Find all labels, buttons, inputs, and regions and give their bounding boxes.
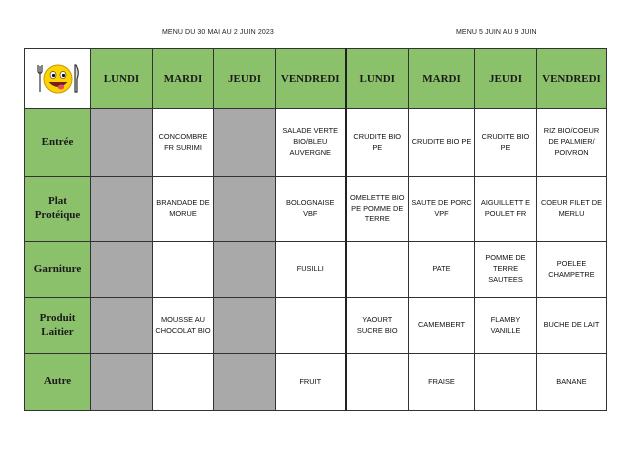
menu-row-entree bbox=[25, 109, 607, 177]
smiley-fork-knife-icon bbox=[31, 60, 85, 98]
menu-cell: CRUDITE BIO PE bbox=[346, 109, 409, 177]
menu-cell: CAMEMBERT bbox=[409, 298, 475, 354]
row-label-autre: Autre bbox=[25, 354, 91, 411]
logo-cell bbox=[25, 49, 91, 109]
menu-cell: YAOURT SUCRE BIO bbox=[346, 298, 409, 354]
menu-cell bbox=[276, 298, 346, 354]
closed-cell bbox=[91, 298, 153, 354]
closed-cell bbox=[214, 354, 276, 411]
row-label-garniture: Garniture bbox=[25, 242, 91, 298]
day-header-w2-vendredi: VENDREDI bbox=[537, 49, 607, 109]
menu-cell bbox=[346, 242, 409, 298]
menu-cell: RIZ BIO/COEUR DE PALMIER/ POIVRON bbox=[537, 109, 607, 177]
day-header-w2-mardi: MARDI bbox=[409, 49, 475, 109]
menu-table bbox=[24, 48, 607, 411]
row-label-entree: Entrée bbox=[25, 109, 91, 177]
menu-cell: SALADE VERTE BIO/BLEU AUVERGNE bbox=[276, 109, 346, 177]
menu-row-plat bbox=[25, 177, 607, 242]
menu-cell bbox=[475, 354, 537, 411]
menu-cell: CRUDITE BIO PE bbox=[409, 109, 475, 177]
menu-cell: BOLOGNAISE VBF bbox=[276, 177, 346, 242]
closed-cell bbox=[91, 354, 153, 411]
day-header-w1-lundi: LUNDI bbox=[91, 49, 153, 109]
week1-title: MENU DU 30 MAI AU 2 JUIN 2023 bbox=[162, 29, 274, 36]
menu-cell: CONCOMBRE FR SURIMI bbox=[153, 109, 214, 177]
menu-cell: BUCHE DE LAIT bbox=[537, 298, 607, 354]
menu-row-produit-laitier bbox=[25, 298, 607, 354]
day-header-w1-vendredi: VENDREDI bbox=[276, 49, 346, 109]
menu-cell: CRUDITE BIO PE bbox=[475, 109, 537, 177]
day-header-w2-jeudi: JEUDI bbox=[475, 49, 537, 109]
closed-cell bbox=[214, 109, 276, 177]
row-label-plat-proteique: Plat Protéique bbox=[25, 177, 91, 242]
closed-cell bbox=[91, 242, 153, 298]
menu-row-autre bbox=[25, 354, 607, 411]
week2-title: MENU 5 JUIN AU 9 JUIN bbox=[456, 29, 537, 36]
menu-cell: POMME DE TERRE SAUTEES bbox=[475, 242, 537, 298]
menu-cell: SAUTE DE PORC VPF bbox=[409, 177, 475, 242]
menu-row-garniture bbox=[25, 242, 607, 298]
row-label-produit-laitier: Produit Laitier bbox=[25, 298, 91, 354]
menu-cell: AIGUILLETT E POULET FR bbox=[475, 177, 537, 242]
day-header-w1-mardi: MARDI bbox=[153, 49, 214, 109]
menu-cell: COEUR FILET DE MERLU bbox=[537, 177, 607, 242]
closed-cell bbox=[214, 242, 276, 298]
menu-cell: BANANE bbox=[537, 354, 607, 411]
menu-cell: POELEE CHAMPETRE bbox=[537, 242, 607, 298]
menu-cell: FRUIT bbox=[276, 354, 346, 411]
menu-cell bbox=[346, 354, 409, 411]
closed-cell bbox=[214, 298, 276, 354]
menu-cell: FUSILLI bbox=[276, 242, 346, 298]
menu-cell: MOUSSE AU CHOCOLAT BIO bbox=[153, 298, 214, 354]
menu-cell: FLAMBY VANILLE bbox=[475, 298, 537, 354]
menu-cell: OMELETTE BIO PE POMME DE TERRE bbox=[346, 177, 409, 242]
closed-cell bbox=[214, 177, 276, 242]
menu-cell bbox=[153, 242, 214, 298]
closed-cell bbox=[91, 177, 153, 242]
menu-cell: FRAISE bbox=[409, 354, 475, 411]
menu-cell: PATE bbox=[409, 242, 475, 298]
day-header-w2-lundi: LUNDI bbox=[346, 49, 409, 109]
menu-cell bbox=[153, 354, 214, 411]
closed-cell bbox=[91, 109, 153, 177]
menu-cell: BRANDADE DE MORUE bbox=[153, 177, 214, 242]
day-header-w1-jeudi: JEUDI bbox=[214, 49, 276, 109]
